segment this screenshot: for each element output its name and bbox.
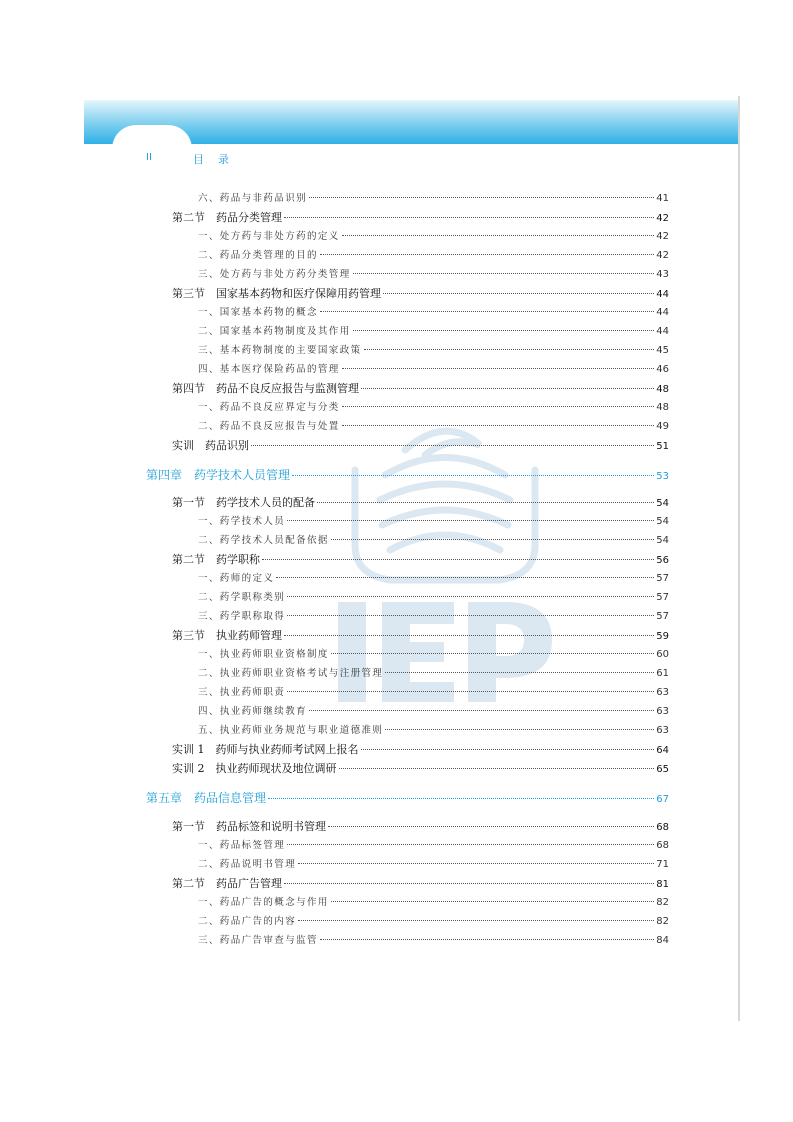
toc-dot-leader [292, 474, 654, 476]
toc-entry-page: 42 [656, 250, 669, 261]
toc-entry-page: 65 [656, 764, 669, 775]
toc-entry-page: 44 [656, 289, 669, 300]
toc-entry[interactable] [172, 818, 669, 832]
toc-dot-leader [342, 367, 655, 369]
toc-dot-leader [287, 690, 654, 692]
toc-dot-leader [287, 519, 654, 521]
toc-entry-title: 第一节 药学技术人员的配备 [172, 496, 315, 509]
toc-entry-title: 一、药品标签管理 [198, 840, 286, 851]
toc-entry-title: 实训 药品识别 [172, 439, 249, 452]
toc-entry-page: 82 [656, 897, 669, 908]
toc-entry-title: 第四章 药学技术人员管理 [146, 468, 291, 482]
toc-entry-page: 59 [656, 631, 669, 642]
toc-entry[interactable] [198, 247, 669, 261]
toc-entry-page: 54 [656, 516, 669, 527]
toc-entry-title: 四、执业药师继续教育 [198, 706, 308, 717]
toc-entry-title: 一、药品广告的概念与作用 [198, 897, 329, 908]
toc-entry[interactable] [198, 913, 669, 927]
toc-dot-leader [364, 348, 655, 350]
toc-entry-title: 第五章 药品信息管理 [146, 791, 267, 805]
toc-entry-title: 二、药品广告的内容 [198, 916, 297, 927]
toc-entry-title: 四、基本医疗保险药品的管理 [198, 364, 340, 375]
toc-entry-title: 二、国家基本药物制度及其作用 [198, 326, 351, 337]
toc-entry[interactable] [172, 437, 669, 451]
toc-entry-title: 实训 2 执业药师现状及地位调研 [172, 762, 337, 775]
toc-entry-page: 68 [656, 840, 669, 851]
toc-entry-page: 46 [656, 364, 669, 375]
toc-entry-page: 57 [656, 573, 669, 584]
toc-entry[interactable] [198, 894, 669, 908]
toc-entry-page: 68 [656, 822, 669, 833]
toc-entry-title: 六、药品与非药品识别 [198, 193, 308, 204]
toc-dot-leader [298, 862, 654, 864]
toc-entry[interactable] [198, 570, 669, 584]
toc-entry-page: 64 [656, 745, 669, 756]
toc-entry-page: 57 [656, 592, 669, 603]
toc-entry[interactable] [198, 837, 669, 851]
toc-dot-leader [331, 652, 654, 654]
toc-entry[interactable] [198, 361, 669, 375]
toc-dot-leader [361, 748, 655, 750]
toc-entry-page: 61 [656, 668, 669, 679]
toc-entry[interactable] [172, 494, 669, 508]
toc-entry-page: 60 [656, 649, 669, 660]
toc-entry-page: 71 [656, 859, 669, 870]
toc-entry[interactable] [172, 875, 669, 889]
toc-entry[interactable] [198, 513, 669, 527]
toc-entry-page: 81 [656, 879, 669, 890]
toc-entry-page: 45 [656, 345, 669, 356]
toc-entry-title: 二、药品分类管理的目的 [198, 250, 318, 261]
toc-entry-page: 44 [656, 326, 669, 337]
toc-entry[interactable] [172, 209, 669, 223]
toc-dot-leader [342, 405, 655, 407]
toc-dot-leader [342, 234, 655, 236]
toc-entry[interactable] [146, 789, 669, 803]
toc-dot-leader [331, 538, 654, 540]
toc-entry-title: 一、执业药师职业资格制度 [198, 649, 329, 660]
toc-dot-leader [251, 444, 654, 446]
toc-dot-leader [287, 595, 654, 597]
toc-dot-leader [317, 501, 654, 503]
toc-entry-page: 54 [656, 535, 669, 546]
toc-entry-title: 第四节 药品不良反应报告与监测管理 [172, 382, 359, 395]
toc-entry-title: 第三节 执业药师管理 [172, 629, 282, 642]
toc-entry-title: 实训 1 药师与执业药师考试网上报名 [172, 743, 359, 756]
toc-entry[interactable] [198, 608, 669, 622]
toc-entry[interactable] [198, 266, 669, 280]
toc-entry-title: 第二节 药学职称 [172, 553, 260, 566]
toc-entry-page: 82 [656, 916, 669, 927]
toc-dot-leader [284, 216, 654, 218]
toc-entry-title: 第二节 药品分类管理 [172, 211, 282, 224]
toc-entry-title: 二、药品不良反应报告与处置 [198, 421, 340, 432]
toc-entry[interactable] [198, 190, 669, 204]
toc-dot-leader [284, 882, 654, 884]
toc-dot-leader [287, 843, 654, 845]
toc-entry-page: 43 [656, 269, 669, 280]
toc-dot-leader [353, 272, 655, 274]
toc-entry[interactable] [172, 551, 669, 565]
toc-entry[interactable] [198, 399, 669, 413]
toc-entry-title: 一、处方药与非处方药的定义 [198, 231, 340, 242]
toc-entry-title: 一、国家基本药物的概念 [198, 307, 318, 318]
toc-entry-title: 一、药学技术人员 [198, 516, 286, 527]
toc-entry-page: 56 [656, 555, 669, 566]
toc-entry-page: 67 [656, 794, 669, 805]
toc-entry[interactable] [172, 285, 669, 299]
toc-entry[interactable] [172, 627, 669, 641]
toc-entry-page: 42 [656, 213, 669, 224]
toc-entry-title: 一、药品不良反应界定与分类 [198, 402, 340, 413]
toc-dot-leader [268, 797, 654, 799]
toc-dot-leader [342, 424, 655, 426]
toc-entry-title: 二、执业药师职业资格考试与注册管理 [198, 668, 384, 679]
toc-entry[interactable] [146, 466, 669, 480]
toc-entry-page: 63 [656, 725, 669, 736]
toc-entry-title: 第三节 国家基本药物和医疗保障用药管理 [172, 287, 381, 300]
toc-entry[interactable] [172, 741, 669, 755]
toc-entry[interactable] [198, 856, 669, 870]
toc-entry[interactable] [198, 932, 669, 946]
toc-entry-title: 三、执业药师职责 [198, 687, 286, 698]
toc-dot-leader [320, 938, 654, 940]
toc-entry-title: 一、药师的定义 [198, 573, 275, 584]
toc-dot-leader [339, 767, 655, 769]
toc-entry-title: 三、处方药与非处方药分类管理 [198, 269, 351, 280]
toc-entry-page: 44 [656, 307, 669, 318]
toc-entry-page: 48 [656, 384, 669, 395]
toc-dot-leader [262, 558, 654, 560]
running-title: 目录 [193, 153, 243, 166]
toc-entry-title: 二、药学职称类别 [198, 592, 286, 603]
toc-entry-page: 53 [656, 471, 669, 482]
toc-entry-page: 63 [656, 706, 669, 717]
toc-entry[interactable] [198, 342, 669, 356]
toc-entry[interactable] [198, 684, 669, 698]
toc-entry[interactable] [198, 665, 669, 679]
toc-entry[interactable] [172, 380, 669, 394]
toc-entry-title: 五、执业药师业务规范与职业道德准则 [198, 725, 384, 736]
toc-dot-leader [309, 709, 654, 711]
toc-entry-title: 三、药学职称取得 [198, 611, 286, 622]
toc-entry-title: 二、药品说明书管理 [198, 859, 297, 870]
toc-entry-page: 51 [656, 441, 669, 452]
toc-entry[interactable] [198, 323, 669, 337]
toc-entry-page: 42 [656, 231, 669, 242]
toc-entry[interactable] [198, 228, 669, 242]
toc-entry-title: 三、药品广告审查与监管 [198, 935, 318, 946]
toc-entry[interactable] [198, 532, 669, 546]
toc-dot-leader [331, 900, 654, 902]
toc-dot-leader [276, 576, 654, 578]
toc-entry-page: 57 [656, 611, 669, 622]
toc-dot-leader [385, 671, 654, 673]
page-number: II [146, 152, 152, 163]
toc-entry[interactable] [198, 703, 669, 717]
toc-entry-page: 41 [656, 193, 669, 204]
toc-entry-page: 84 [656, 935, 669, 946]
toc-dot-leader [383, 292, 654, 294]
toc-entry[interactable] [172, 760, 669, 774]
toc-dot-leader [298, 919, 654, 921]
toc-entry[interactable] [198, 646, 669, 660]
toc-dot-leader [353, 329, 655, 331]
toc-dot-leader [284, 634, 654, 636]
toc-entry[interactable] [198, 304, 669, 318]
toc-dot-leader [385, 728, 654, 730]
toc-entry-title: 第二节 药品广告管理 [172, 877, 282, 890]
toc-entry-title: 第一节 药品标签和说明书管理 [172, 820, 326, 833]
toc-entry[interactable] [198, 722, 669, 736]
toc-dot-leader [320, 253, 654, 255]
toc-entry-title: 三、基本药物制度的主要国家政策 [198, 345, 362, 356]
toc-entry[interactable] [198, 418, 669, 432]
toc-entry-title: 二、药学技术人员配备依据 [198, 535, 329, 546]
toc-dot-leader [309, 196, 654, 198]
toc-dot-leader [287, 614, 654, 616]
toc-entry[interactable] [198, 589, 669, 603]
toc-entry-page: 48 [656, 402, 669, 413]
toc-entry-page: 49 [656, 421, 669, 432]
toc-entry-page: 63 [656, 687, 669, 698]
toc-dot-leader [328, 825, 654, 827]
toc-dot-leader [320, 310, 654, 312]
toc-entry-page: 54 [656, 498, 669, 509]
toc-dot-leader [361, 387, 654, 389]
